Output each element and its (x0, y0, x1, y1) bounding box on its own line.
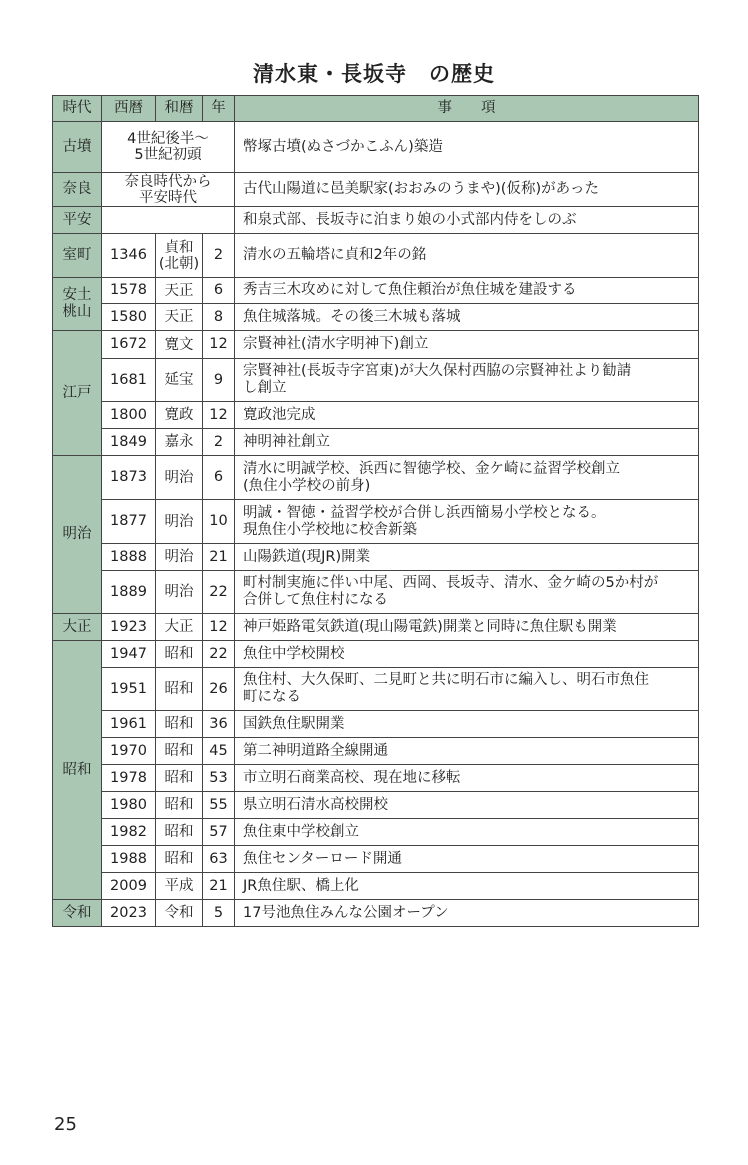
event-cell: 県立明石清水高校開校 (235, 792, 699, 819)
table-row (53, 873, 699, 900)
wareki-cell: 寛文 (156, 331, 203, 359)
table-row (53, 456, 699, 500)
year-cell: 1672 (102, 331, 156, 359)
nen-cell: 6 (203, 278, 235, 304)
era-cell: 古墳 (53, 122, 102, 173)
wareki-cell: 明治 (156, 571, 203, 614)
nen-cell: 21 (203, 544, 235, 571)
period-cell: 4世紀後半〜 5世紀初頭 (102, 122, 235, 173)
nen-cell: 63 (203, 846, 235, 873)
event-cell: 山陽鉄道(現JR)開業 (235, 544, 699, 571)
wareki-cell: 延宝 (156, 359, 203, 402)
nen-cell: 53 (203, 765, 235, 792)
year-cell: 2009 (102, 873, 156, 900)
event-cell: 国鉄魚住駅開業 (235, 711, 699, 738)
event-cell: 町村制実施に伴い中尾、西岡、長坂寺、清水、金ケ崎の5か村が 合併して魚住村になる (235, 571, 699, 614)
table-row (53, 173, 699, 207)
table-row (53, 359, 699, 402)
table-row (53, 668, 699, 711)
history-table (52, 95, 699, 927)
wareki-cell: 天正 (156, 304, 203, 331)
event-cell: 古代山陽道に邑美駅家(おおみのうまや)(仮称)があった (235, 173, 699, 207)
event-cell: 第二神明道路全線開通 (235, 738, 699, 765)
event-cell: 清水の五輪塔に貞和2年の銘 (235, 234, 699, 278)
wareki-cell: 平成 (156, 873, 203, 900)
nen-cell: 55 (203, 792, 235, 819)
event-cell: 宗賢神社(長坂寺字宮東)が大久保村西脇の宗賢神社より勧請 し創立 (235, 359, 699, 402)
nen-cell: 5 (203, 900, 235, 927)
nen-cell: 2 (203, 429, 235, 456)
table-header-row (53, 96, 699, 122)
nen-cell: 12 (203, 331, 235, 359)
page-title: 清水東・長坂寺 の歴史 (253, 62, 495, 86)
table-row (53, 711, 699, 738)
year-cell: 1346 (102, 234, 156, 278)
table-row (53, 571, 699, 614)
nen-cell: 21 (203, 873, 235, 900)
era-cell: 平安 (53, 207, 102, 234)
year-cell: 1800 (102, 402, 156, 429)
event-cell: 清水に明誠学校、浜西に智徳学校、金ケ崎に益習学校創立 (魚住小学校の前身) (235, 456, 699, 500)
nen-cell: 26 (203, 668, 235, 711)
event-cell: 神戸姫路電気鉄道(現山陽電鉄)開業と同時に魚住駅も開業 (235, 614, 699, 641)
wareki-cell: 昭和 (156, 711, 203, 738)
table-row (53, 819, 699, 846)
wareki-cell: 昭和 (156, 765, 203, 792)
year-cell: 1888 (102, 544, 156, 571)
wareki-cell: 大正 (156, 614, 203, 641)
wareki-cell: 昭和 (156, 738, 203, 765)
table-row (53, 402, 699, 429)
era-cell: 明治 (53, 456, 102, 614)
wareki-cell: 貞和 (北朝) (156, 234, 203, 278)
wareki-cell: 昭和 (156, 641, 203, 668)
table-row (53, 304, 699, 331)
table-row (53, 234, 699, 278)
nen-cell: 45 (203, 738, 235, 765)
table-row (53, 738, 699, 765)
table-row (53, 331, 699, 359)
event-cell: 神明神社創立 (235, 429, 699, 456)
wareki-cell: 天正 (156, 278, 203, 304)
header-jiko: 事 項 (235, 96, 699, 122)
table-row (53, 614, 699, 641)
table-row (53, 429, 699, 456)
event-cell: 魚住センターロード開通 (235, 846, 699, 873)
event-cell: JR魚住駅、橋上化 (235, 873, 699, 900)
year-cell: 1947 (102, 641, 156, 668)
table-row (53, 500, 699, 544)
wareki-cell: 明治 (156, 544, 203, 571)
table-row (53, 846, 699, 873)
era-cell: 室町 (53, 234, 102, 278)
year-cell: 1849 (102, 429, 156, 456)
era-cell: 奈良 (53, 173, 102, 207)
period-cell: 奈良時代から 平安時代 (102, 173, 235, 207)
year-cell: 1873 (102, 456, 156, 500)
event-cell: 秀吉三木攻めに対して魚住頼治が魚住城を建設する (235, 278, 699, 304)
table-row (53, 544, 699, 571)
nen-cell: 12 (203, 614, 235, 641)
year-cell: 1578 (102, 278, 156, 304)
year-cell: 1923 (102, 614, 156, 641)
wareki-cell: 昭和 (156, 846, 203, 873)
wareki-cell: 寛政 (156, 402, 203, 429)
nen-cell: 10 (203, 500, 235, 544)
year-cell: 1951 (102, 668, 156, 711)
event-cell: 17号池魚住みんな公園オープン (235, 900, 699, 927)
table-row (53, 207, 699, 234)
event-cell: 魚住村、大久保町、二見町と共に明石市に編入し、明石市魚住 町になる (235, 668, 699, 711)
table-row (53, 641, 699, 668)
era-cell: 江戸 (53, 331, 102, 456)
header-wareki: 和暦 (156, 96, 203, 122)
table-body (53, 122, 699, 927)
event-cell: 明誠・智徳・益習学校が合併し浜西簡易小学校となる。 現魚住小学校地に校舎新築 (235, 500, 699, 544)
event-cell: 魚住中学校開校 (235, 641, 699, 668)
wareki-cell: 昭和 (156, 792, 203, 819)
year-cell: 1580 (102, 304, 156, 331)
table-row (53, 900, 699, 927)
table-row (53, 278, 699, 304)
event-cell: 寛政池完成 (235, 402, 699, 429)
table-row (53, 122, 699, 173)
wareki-cell: 明治 (156, 500, 203, 544)
page-number: 25 (54, 1114, 77, 1135)
year-cell: 1988 (102, 846, 156, 873)
year-cell: 1961 (102, 711, 156, 738)
event-cell: 市立明石商業高校、現在地に移転 (235, 765, 699, 792)
event-cell: 魚住東中学校創立 (235, 819, 699, 846)
event-cell: 宗賢神社(清水字明神下)創立 (235, 331, 699, 359)
era-cell: 安土 桃山 (53, 278, 102, 331)
year-cell: 1889 (102, 571, 156, 614)
event-cell: 魚住城落城。その後三木城も落城 (235, 304, 699, 331)
year-cell: 2023 (102, 900, 156, 927)
nen-cell: 6 (203, 456, 235, 500)
year-cell: 1681 (102, 359, 156, 402)
nen-cell: 2 (203, 234, 235, 278)
table-row (53, 792, 699, 819)
header-era: 時代 (53, 96, 102, 122)
wareki-cell: 明治 (156, 456, 203, 500)
wareki-cell: 令和 (156, 900, 203, 927)
nen-cell: 57 (203, 819, 235, 846)
header-nen: 年 (203, 96, 235, 122)
nen-cell: 22 (203, 571, 235, 614)
nen-cell: 8 (203, 304, 235, 331)
era-cell: 大正 (53, 614, 102, 641)
nen-cell: 22 (203, 641, 235, 668)
event-cell: 幣塚古墳(ぬさづかこふん)築造 (235, 122, 699, 173)
era-cell: 令和 (53, 900, 102, 927)
period-cell (102, 207, 235, 234)
event-cell: 和泉式部、長坂寺に泊まり娘の小式部内侍をしのぶ (235, 207, 699, 234)
year-cell: 1970 (102, 738, 156, 765)
year-cell: 1877 (102, 500, 156, 544)
nen-cell: 12 (203, 402, 235, 429)
wareki-cell: 昭和 (156, 819, 203, 846)
year-cell: 1980 (102, 792, 156, 819)
header-seireki: 西暦 (102, 96, 156, 122)
era-cell: 昭和 (53, 641, 102, 900)
year-cell: 1982 (102, 819, 156, 846)
wareki-cell: 嘉永 (156, 429, 203, 456)
nen-cell: 9 (203, 359, 235, 402)
table-row (53, 765, 699, 792)
wareki-cell: 昭和 (156, 668, 203, 711)
nen-cell: 36 (203, 711, 235, 738)
year-cell: 1978 (102, 765, 156, 792)
